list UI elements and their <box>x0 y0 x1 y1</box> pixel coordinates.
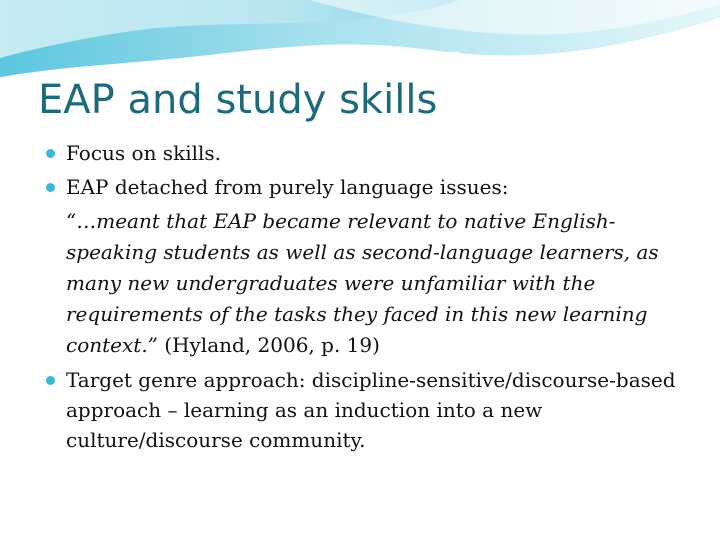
quote-text: “…meant that EAP became relevant to native English-speaking students as well as second-language learners, as many new undergraduates were unfamiliar with the requirements of the tasks they faced in this new learning context.” <box>66 209 659 357</box>
bullet-text: Focus on skills. <box>66 141 221 165</box>
bullet-item <box>44 172 684 202</box>
bullet-dot-icon <box>46 183 55 192</box>
bullet-item <box>44 138 684 168</box>
quote-citation: (Hyland, 2006, p. 19) <box>157 333 380 357</box>
bullet-item <box>44 365 684 455</box>
bullet-text: EAP detached from purely language issues: <box>66 175 509 199</box>
quote-block <box>44 206 684 361</box>
bullet-text: Target genre approach: discipline-sensitive/discourse-based approach – learning as an induction into a new culture/discourse community. <box>66 368 676 452</box>
slide-title: EAP and study skills <box>38 77 438 123</box>
slide-body <box>44 138 684 459</box>
bullet-dot-icon <box>46 376 55 385</box>
bullet-dot-icon <box>46 149 55 158</box>
